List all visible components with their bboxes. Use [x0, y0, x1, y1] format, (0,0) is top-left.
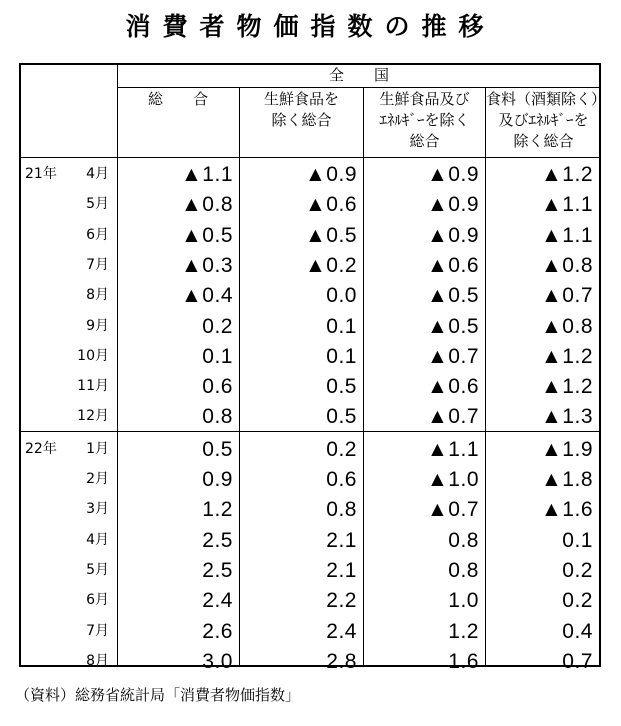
table-row: [21, 282, 599, 309]
header-line: 生鮮食品及び: [379, 90, 470, 108]
value-cell: 0.2: [202, 314, 233, 338]
header-line: 総 合: [147, 90, 208, 108]
month-label: 4月: [86, 531, 109, 548]
value-cell: ▲1.1: [541, 223, 593, 247]
month-label: 4月: [86, 166, 109, 182]
header-line: 除く総合: [271, 111, 332, 129]
value-cell: 2.4: [202, 589, 233, 613]
value-cell: ▲1.1: [181, 163, 233, 186]
table-row: [21, 161, 599, 188]
value-cell: 0.6: [202, 375, 233, 399]
month-label: 12月: [77, 408, 109, 425]
value-cell: ▲0.8: [541, 253, 593, 277]
value-cell: 1.6: [448, 649, 479, 673]
month-label: 6月: [86, 226, 109, 243]
table-row: [21, 403, 599, 430]
value-cell: 3.0: [202, 649, 233, 673]
value-cell: ▲1.2: [541, 344, 593, 368]
value-cell: ▲0.6: [427, 375, 479, 399]
month-label: 5月: [86, 196, 109, 213]
value-cell: ▲1.0: [427, 468, 479, 491]
header-line: 及びｴﾈﾙｷﾞｰを: [498, 111, 589, 129]
value-cell: ▲0.5: [427, 284, 479, 308]
value-cell: 0.1: [326, 344, 357, 368]
header-line: 除く総合: [513, 132, 574, 150]
table-row: [21, 557, 599, 584]
year-label: 21年: [25, 166, 57, 182]
value-cell: 0.1: [202, 344, 233, 368]
table-row: [21, 527, 599, 554]
header-col-total: [117, 89, 239, 110]
value-cell: 0.8: [448, 558, 479, 582]
month-label: 2月: [86, 471, 109, 487]
table-row: [21, 436, 599, 463]
value-cell: 0.2: [562, 589, 593, 613]
table-row: [21, 496, 599, 523]
month-label: 6月: [86, 592, 109, 609]
value-cell: 0.1: [326, 314, 357, 338]
value-cell: ▲0.6: [305, 193, 357, 217]
value-cell: ▲1.9: [541, 437, 593, 461]
month-label: 3月: [86, 501, 109, 518]
value-cell: 0.9: [202, 468, 233, 491]
value-cell: 0.8: [202, 405, 233, 429]
year-divider: [21, 431, 599, 432]
value-cell: 2.1: [326, 528, 357, 552]
value-cell: 0.1: [562, 528, 593, 552]
value-cell: ▲0.5: [427, 314, 479, 338]
value-cell: 2.2: [326, 589, 357, 613]
value-cell: 0.0: [326, 284, 357, 308]
value-cell: 0.8: [448, 528, 479, 552]
header-line: 総合: [409, 132, 440, 150]
value-cell: 0.2: [562, 558, 593, 582]
header-line: ｴﾈﾙｷﾞｰを除く: [379, 111, 470, 129]
value-cell: ▲0.5: [305, 223, 357, 247]
value-cell: ▲0.7: [427, 405, 479, 429]
value-cell: 2.8: [326, 649, 357, 673]
value-cell: 0.5: [326, 405, 357, 429]
header-line: 生鮮食品を: [263, 90, 339, 108]
value-cell: ▲0.7: [541, 284, 593, 308]
header-col-core: [240, 89, 363, 131]
month-label: 10月: [77, 347, 109, 364]
month-label: 7月: [86, 622, 109, 639]
month-label: 9月: [86, 317, 109, 334]
header-col-food-energy: [486, 89, 607, 152]
table-row: [21, 587, 599, 614]
value-cell: ▲1.2: [541, 375, 593, 399]
value-cell: ▲1.3: [541, 405, 593, 429]
value-cell: ▲0.5: [181, 223, 233, 247]
value-cell: 0.7: [562, 649, 593, 673]
month-label: 1月: [86, 440, 109, 457]
value-cell: 1.0: [448, 589, 479, 613]
source-note: （資料）総務省統計局「消費者物価指数」: [15, 686, 301, 704]
table-row: [21, 618, 599, 645]
value-cell: 0.5: [202, 437, 233, 461]
value-cell: 2.5: [202, 558, 233, 582]
value-cell: 0.4: [562, 619, 593, 643]
header-bottom-line: [21, 157, 599, 158]
value-cell: 0.6: [326, 468, 357, 491]
value-cell: 0.5: [326, 375, 357, 399]
value-cell: 0.8: [326, 498, 357, 522]
table-row: [21, 343, 599, 370]
year-label: 22年: [25, 440, 57, 457]
value-cell: ▲0.3: [181, 253, 233, 277]
table-row: [21, 313, 599, 340]
table-row: [21, 648, 599, 675]
value-cell: ▲0.4: [181, 284, 233, 308]
header-line: 食料（酒類除く）: [486, 90, 607, 108]
value-cell: ▲0.8: [541, 314, 593, 338]
month-label: 7月: [86, 256, 109, 273]
page-title: 消費者物価指数の推移: [125, 12, 496, 41]
value-cell: ▲0.8: [181, 193, 233, 217]
table-row: [21, 252, 599, 279]
value-cell: 2.1: [326, 558, 357, 582]
value-cell: ▲1.1: [427, 437, 479, 461]
value-cell: ▲1.8: [541, 468, 593, 491]
header-col-core-core: [364, 89, 485, 152]
value-cell: ▲0.6: [427, 253, 479, 277]
value-cell: ▲0.9: [305, 163, 357, 186]
value-cell: 0.2: [326, 437, 357, 461]
value-cell: ▲0.9: [427, 223, 479, 247]
value-cell: 1.2: [202, 498, 233, 522]
month-label: 8月: [86, 652, 109, 669]
table-row: [21, 191, 599, 218]
value-cell: ▲0.7: [427, 498, 479, 522]
value-cell: ▲1.2: [541, 163, 593, 186]
value-cell: ▲1.1: [541, 193, 593, 217]
table-row: [21, 373, 599, 400]
month-label: 8月: [86, 287, 109, 304]
value-cell: ▲1.6: [541, 498, 593, 522]
header-divider: [117, 87, 599, 88]
table-row: [21, 222, 599, 249]
month-label: 5月: [86, 561, 109, 578]
value-cell: ▲0.2: [305, 253, 357, 277]
value-cell: 2.6: [202, 619, 233, 643]
value-cell: ▲0.7: [427, 344, 479, 368]
value-cell: 2.5: [202, 528, 233, 552]
header-group-label: 全 国: [328, 66, 389, 84]
value-cell: ▲0.9: [427, 193, 479, 217]
table-row: [21, 466, 599, 493]
value-cell: 2.4: [326, 619, 357, 643]
cpi-table: [19, 63, 607, 673]
month-label: 11月: [77, 378, 109, 395]
value-cell: 1.2: [448, 619, 479, 643]
value-cell: ▲0.9: [427, 163, 479, 186]
